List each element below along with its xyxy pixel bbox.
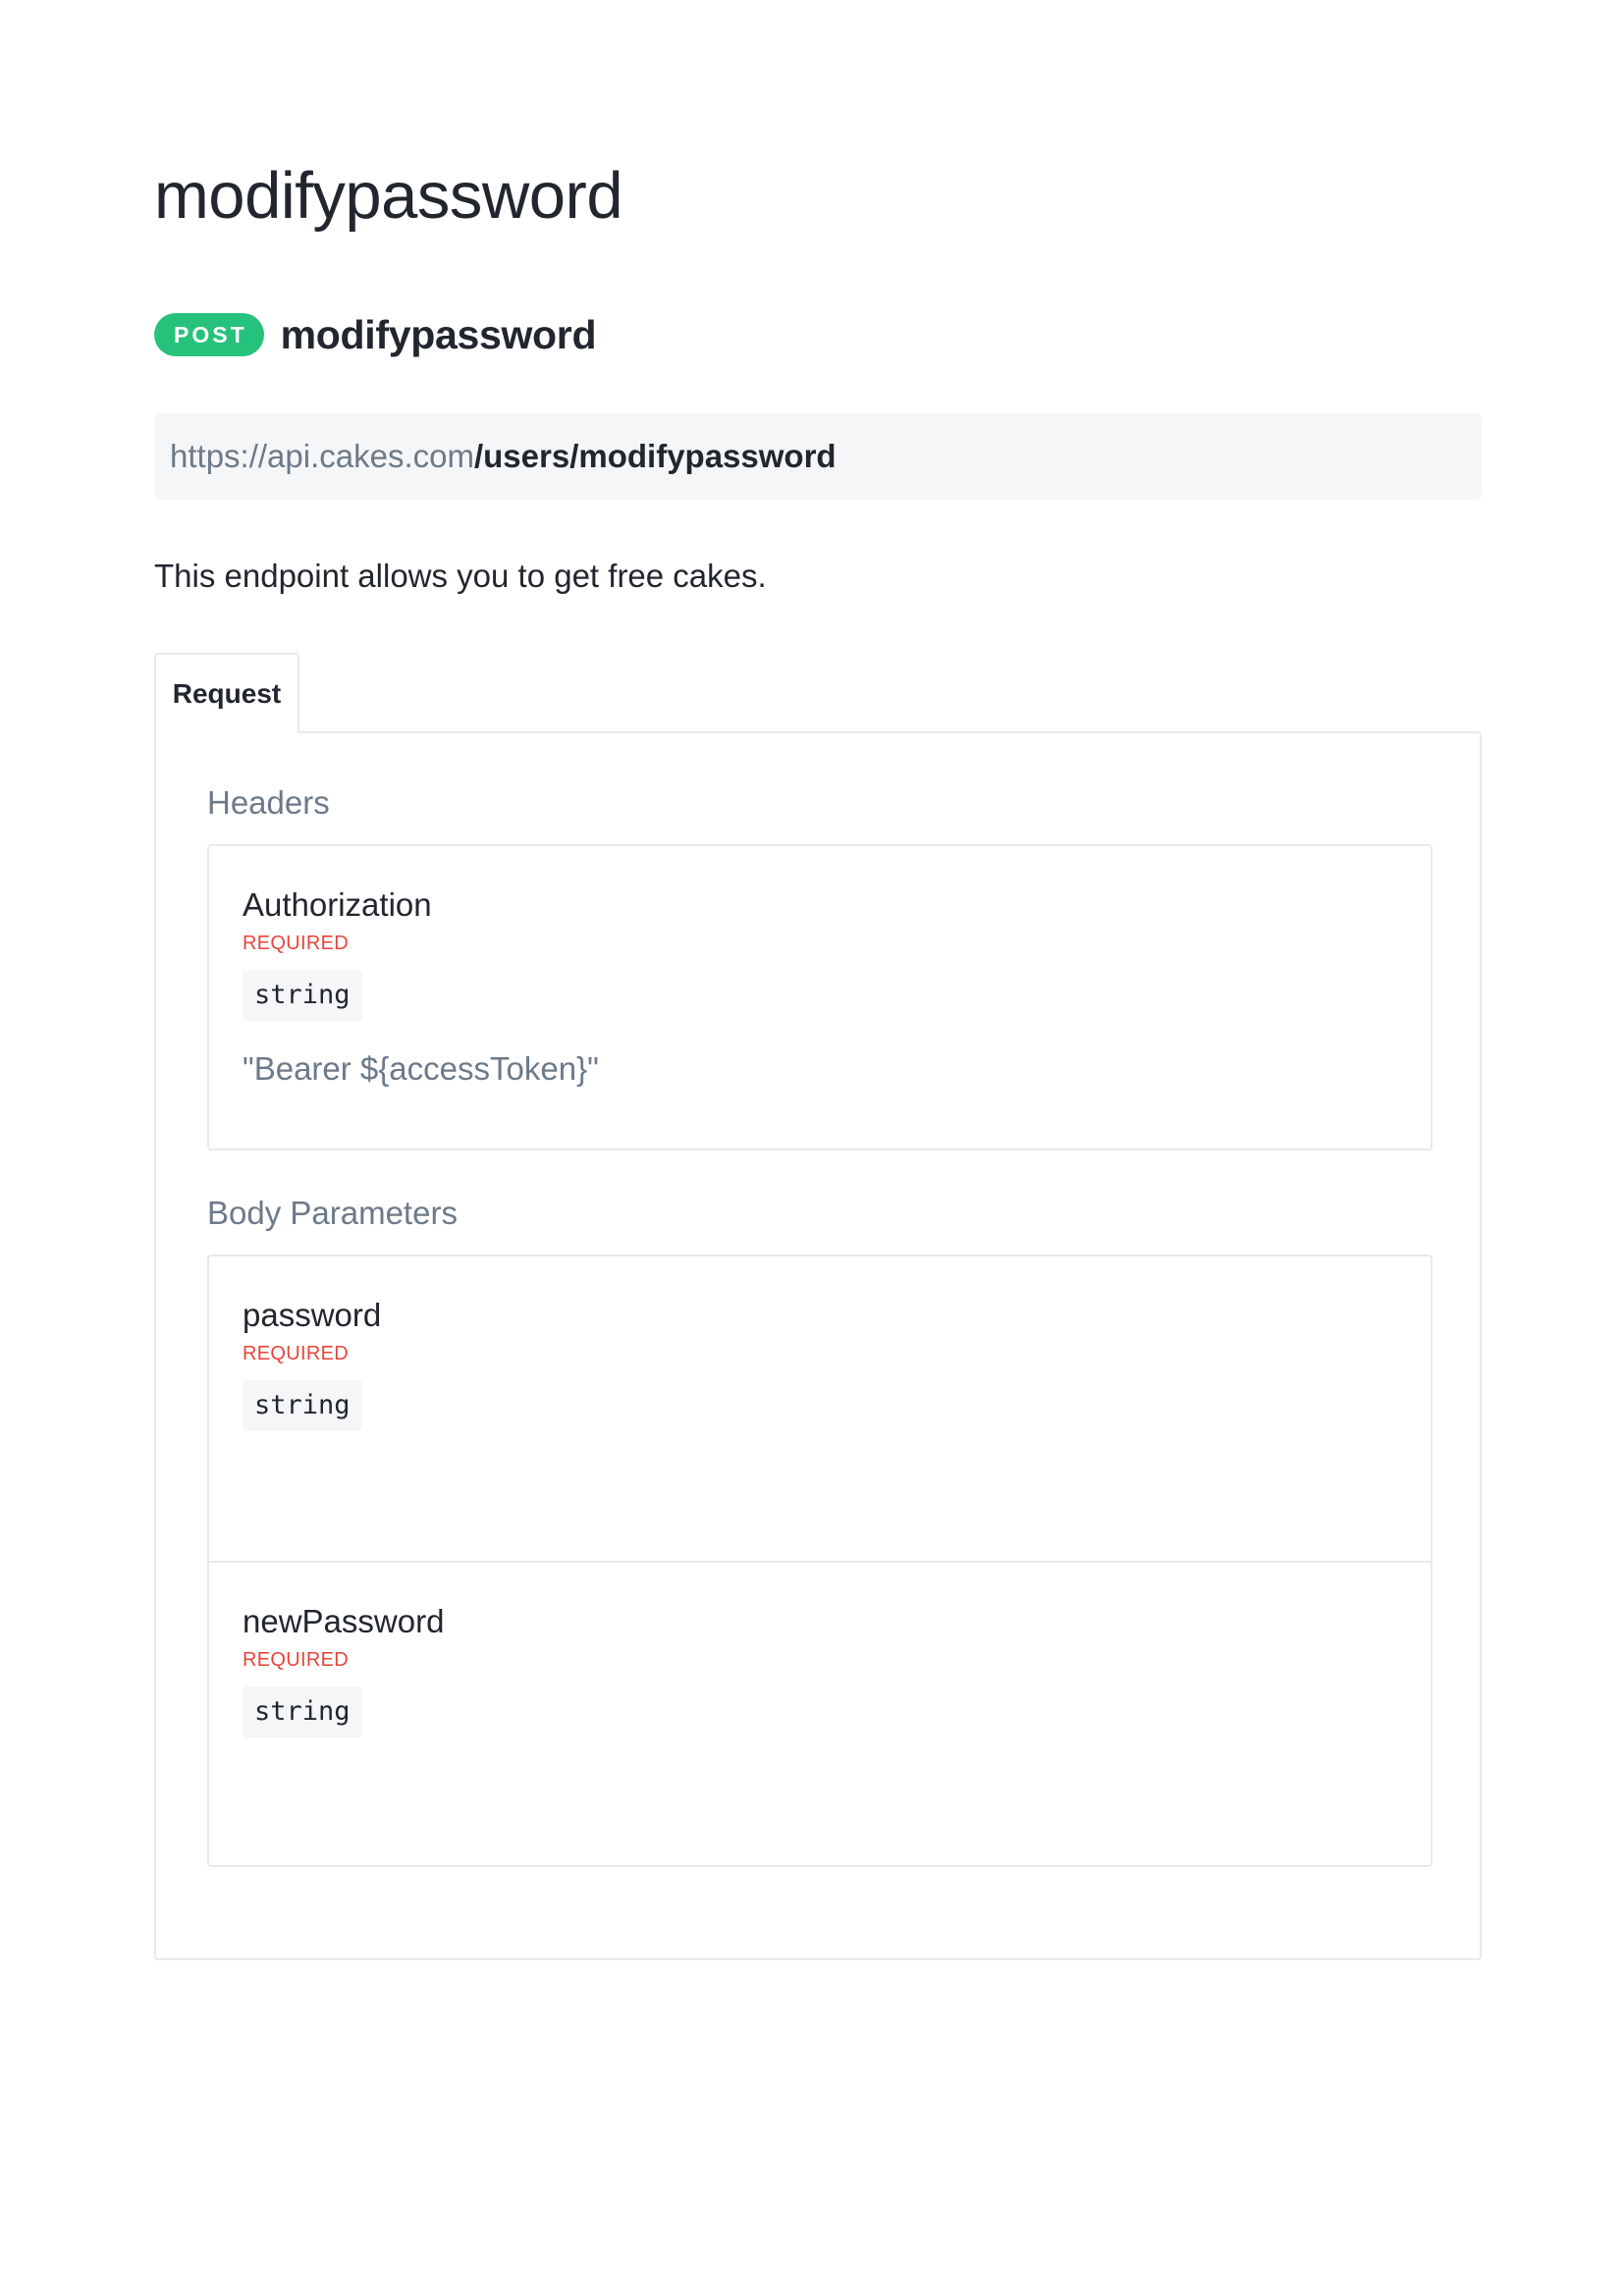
param-name: Authorization: [243, 886, 432, 923]
body-param-row: [209, 1561, 1431, 1865]
body-parameters-card: [207, 1255, 1433, 1867]
required-label: REQUIRED: [243, 1649, 349, 1671]
body-param-row: [209, 1256, 1431, 1561]
page-title: modifypassword: [154, 159, 623, 233]
header-param-row: [209, 846, 1431, 1148]
url-path: /users/modifypassword: [473, 438, 837, 474]
endpoint-description: This endpoint allows you to get free cakes.: [154, 558, 767, 594]
url-base: https://api.cakes.com: [170, 438, 474, 474]
param-default-value: "Bearer ${accessToken}": [243, 1050, 599, 1087]
endpoint-name: modifypassword: [280, 311, 597, 357]
endpoint-url[interactable]: [154, 413, 1482, 500]
body-parameters-section-label: Body Parameters: [207, 1195, 458, 1231]
param-type: string: [243, 1380, 362, 1431]
param-type: string: [243, 970, 362, 1021]
param-name: password: [243, 1297, 382, 1333]
required-label: REQUIRED: [243, 1343, 349, 1364]
headers-section-label: Headers: [207, 784, 330, 821]
required-label: REQUIRED: [243, 933, 349, 954]
method-badge: POST: [154, 313, 264, 356]
param-type: string: [243, 1686, 362, 1737]
headers-card: [207, 844, 1433, 1150]
request-panel: [154, 731, 1482, 1960]
endpoint-heading: [154, 310, 596, 359]
tab-request[interactable]: Request: [154, 653, 299, 733]
param-name: newPassword: [243, 1603, 445, 1639]
